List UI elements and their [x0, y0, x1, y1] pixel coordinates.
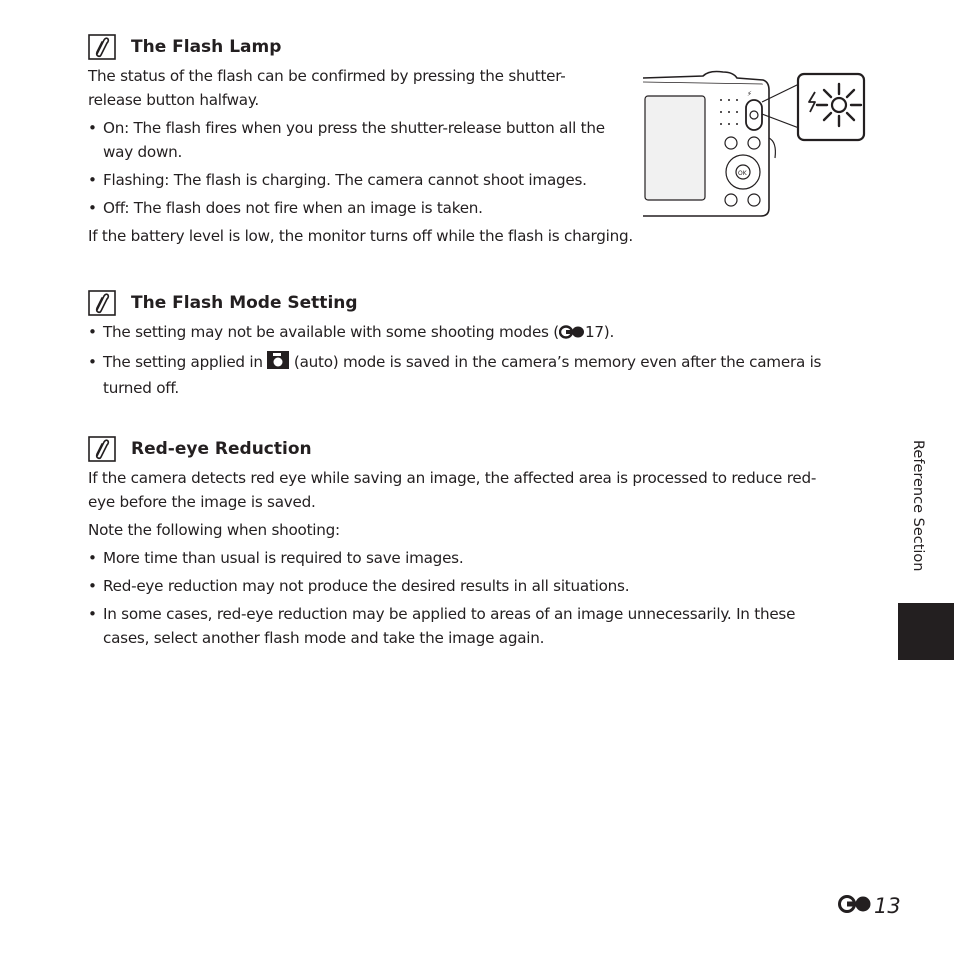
flash-lamp-section: [88, 34, 648, 248]
flash-lamp-intro: The status of the flash can be confirmed by pressing the shutter- release button halfway.: [88, 67, 566, 109]
svg-text:OK: OK: [738, 170, 747, 177]
bullet-item: • Off: The flash does not fire when an image is taken.: [88, 196, 648, 220]
svg-text:⚡: ⚡: [747, 90, 752, 98]
section-title: Red-eye Reduction: [131, 439, 312, 459]
pencil-note-icon: [88, 436, 116, 462]
bullet-item: • The setting applied in (auto) mode is saved in the camera’s memory even after the camera is turned off.: [88, 350, 868, 400]
page-number: [838, 892, 901, 920]
section-title: The Flash Mode Setting: [131, 293, 358, 313]
red-eye-heading: [88, 436, 868, 462]
bullet-item: • In some cases, red-eye reduction may be applied to areas of an image unnecessarily. In these cases, select another flash mode and take the image again.: [88, 602, 868, 650]
bullet-item: • The setting may not be available with some shooting modes ( 17).: [88, 320, 868, 346]
bullet-item: • Flashing: The flash is charging. The camera cannot shoot images.: [88, 168, 648, 192]
bullet-item: • More time than usual is required to save images.: [88, 546, 868, 570]
flash-lamp-outro: If the battery level is low, the monitor turns off while the flash is charging.: [88, 227, 633, 245]
side-section-tab: [898, 603, 954, 660]
reference-section-icon: [559, 322, 585, 346]
camera-back-illustration: [643, 70, 867, 218]
pencil-note-icon: [88, 34, 116, 60]
section-title: The Flash Lamp: [131, 37, 282, 57]
page-number-value: 13: [874, 894, 901, 918]
flash-mode-heading: [88, 290, 868, 316]
side-section-label: Reference Section: [910, 440, 926, 572]
red-eye-intro: If the camera detects red eye while saving an image, the affected area is processed to reduce red- eye before the image is saved.: [88, 469, 817, 511]
bullet-item: • On: The flash fires when you press the shutter-release button all the way down.: [88, 116, 648, 164]
reference-section-icon: [838, 894, 872, 918]
red-eye-note: Note the following when shooting:: [88, 521, 340, 539]
pencil-note-icon: [88, 290, 116, 316]
camera-auto-mode-icon: [267, 351, 289, 376]
red-eye-section: [88, 436, 868, 650]
flash-lamp-heading: [88, 34, 648, 60]
flash-mode-section: [88, 290, 868, 400]
bullet-item: • Red-eye reduction may not produce the desired results in all situations.: [88, 574, 868, 598]
